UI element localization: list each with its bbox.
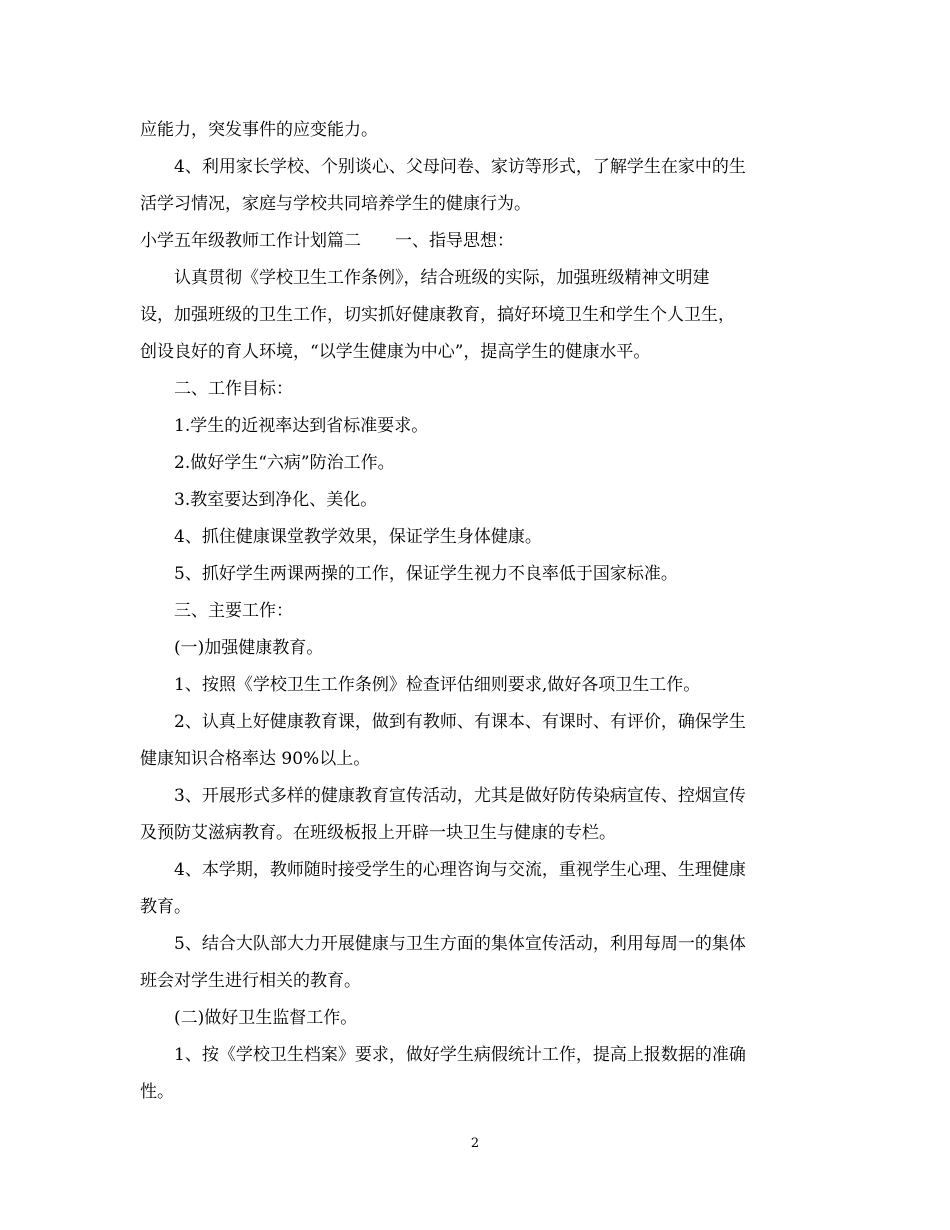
list-item: 1、按《学校卫生档案》要求，做好学生病假统计工作，提高上报数据的准确: [174, 1045, 746, 1065]
subsection-heading: (二)做好卫生监督工作。: [174, 1008, 358, 1028]
list-item: 5、结合大队部大力开展健康与卫生方面的集体宣传活动，利用每周一的集体: [174, 934, 746, 954]
list-item: 3、开展形式多样的健康教育宣传活动，尤其是做好防传染病宣传、控烟宣传: [174, 786, 746, 806]
list-item: 1.学生的近视率达到省标准要求。: [174, 416, 429, 436]
text-line: 健康知识合格率达 90%以上。: [140, 749, 371, 769]
list-item: 2.做好学生“六病”防治工作。: [174, 453, 395, 473]
page-number: 2: [470, 1136, 480, 1151]
text-line: 认真贯彻《学校卫生工作条例》，结合班级的实际，加强班级精神文明建: [174, 268, 710, 288]
text-line: 性。: [140, 1082, 174, 1102]
text-line: 活学习情况，家庭与学校共同培养学生的健康行为。: [140, 194, 531, 214]
subsection-heading: (一)加强健康教育。: [174, 638, 324, 658]
text-line: 教育。: [140, 897, 191, 917]
text-line: 班会对学生进行相关的教育。: [140, 971, 361, 991]
list-item: 4、本学期，教师随时接受学生的心理咨询与交流，重视学生心理、生理健康: [174, 860, 746, 880]
list-item: 1、按照《学校卫生工作条例》检查评估细则要求,做好各项卫生工作。: [174, 675, 701, 695]
section-heading: 二、工作目标：: [174, 379, 293, 399]
text-line: 设，加强班级的卫生工作，切实抓好健康教育，搞好环境卫生和学生个人卫生，: [140, 305, 735, 325]
text-line: 4、利用家长学校、个别谈心、父母问卷、家访等形式，了解学生在家中的生: [174, 157, 746, 177]
text-line: 及预防艾滋病教育。在班级板报上开辟一块卫生与健康的专栏。: [140, 823, 616, 843]
text-line: 创设良好的育人环境，“以学生健康为中心”，提高学生的健康水平。: [140, 342, 651, 362]
list-item: 2、认真上好健康教育课，做到有教师、有课本、有课时、有评价，确保学生: [174, 712, 746, 732]
list-item: 4、抓住健康课堂教学效果，保证学生身体健康。: [174, 527, 542, 547]
section-heading: 小学五年级教师工作计划篇二 一、指导思想：: [140, 231, 514, 251]
list-item: 3.教室要达到净化、美化。: [174, 490, 378, 510]
list-item: 5、抓好学生两课两操的工作，保证学生视力不良率低于国家标准。: [174, 564, 678, 584]
section-heading: 三、主要工作：: [174, 601, 293, 621]
text-line: 应能力，突发事件的应变能力。: [140, 120, 378, 140]
